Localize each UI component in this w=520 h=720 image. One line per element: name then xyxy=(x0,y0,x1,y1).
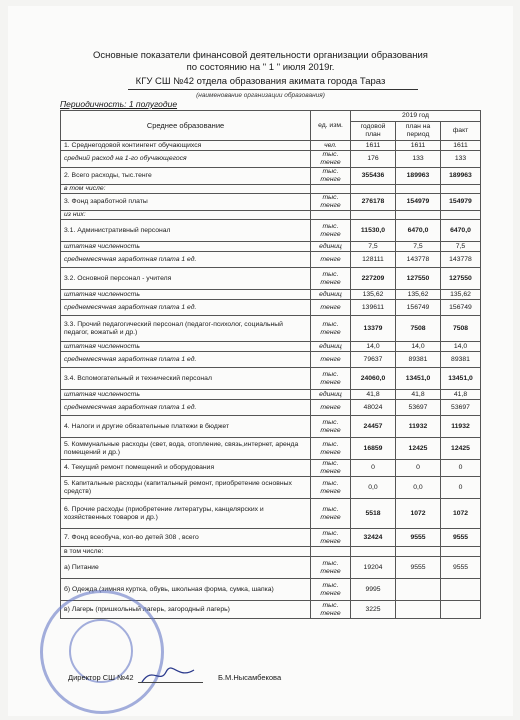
row-period-plan xyxy=(396,211,441,220)
row-period-plan: 0,0 xyxy=(396,477,441,499)
row-period-plan: 1611 xyxy=(396,141,441,151)
row-annual-plan: 135,62 xyxy=(351,290,396,300)
table-row xyxy=(61,529,481,547)
row-annual-plan: 355436 xyxy=(351,168,396,185)
row-label: в том числе: xyxy=(61,547,311,557)
row-fact xyxy=(441,601,481,619)
row-period-plan xyxy=(396,547,441,557)
row-label: 7. Фонд всеобуча, кол-во детей 308 , всего xyxy=(61,529,311,547)
table-row xyxy=(61,194,481,211)
row-label: 3.1. Административный персонал xyxy=(61,220,311,242)
row-annual-plan: 48024 xyxy=(351,400,396,416)
row-period-plan: 12425 xyxy=(396,438,441,460)
row-unit: тенге xyxy=(311,252,351,268)
row-period-plan: 7,5 xyxy=(396,242,441,252)
row-annual-plan: 0 xyxy=(351,460,396,477)
row-annual-plan: 13379 xyxy=(351,316,396,342)
row-annual-plan: 0,0 xyxy=(351,477,396,499)
header-category: Среднее образование xyxy=(61,111,311,141)
row-fact xyxy=(441,185,481,194)
row-period-plan: 133 xyxy=(396,151,441,168)
row-unit: тыс. тенге xyxy=(311,194,351,211)
row-fact xyxy=(441,579,481,601)
row-label: в том числе: xyxy=(61,185,311,194)
row-annual-plan: 14,0 xyxy=(351,342,396,352)
table-row xyxy=(61,300,481,316)
row-unit: тыс. тенге xyxy=(311,168,351,185)
document-page xyxy=(8,6,513,716)
table-row xyxy=(61,342,481,352)
row-period-plan: 41,8 xyxy=(396,390,441,400)
row-period-plan: 154979 xyxy=(396,194,441,211)
header-fact: факт xyxy=(441,122,481,141)
row-annual-plan: 19204 xyxy=(351,557,396,579)
row-label: 5. Коммунальные расходы (свет, вода, отопление, связь,интернет, аренда помещений и др.) xyxy=(61,438,311,460)
row-label: 3.2. Основной персонал - учителя xyxy=(61,268,311,290)
row-label: штатная численность xyxy=(61,342,311,352)
row-period-plan: 14,0 xyxy=(396,342,441,352)
row-period-plan: 1072 xyxy=(396,499,441,529)
row-fact: 135,62 xyxy=(441,290,481,300)
row-unit: тыс. тенге xyxy=(311,499,351,529)
row-fact: 7,5 xyxy=(441,242,481,252)
row-unit xyxy=(311,547,351,557)
row-annual-plan: 128111 xyxy=(351,252,396,268)
table-row xyxy=(61,390,481,400)
row-period-plan xyxy=(396,185,441,194)
row-annual-plan: 24457 xyxy=(351,416,396,438)
row-label: из них: xyxy=(61,211,311,220)
row-annual-plan: 176 xyxy=(351,151,396,168)
table-row xyxy=(61,211,481,220)
row-unit: единиц xyxy=(311,390,351,400)
row-annual-plan: 32424 xyxy=(351,529,396,547)
row-label: штатная численность xyxy=(61,242,311,252)
row-period-plan: 127550 xyxy=(396,268,441,290)
row-annual-plan: 139611 xyxy=(351,300,396,316)
table-row xyxy=(61,368,481,390)
row-fact: 89381 xyxy=(441,352,481,368)
row-period-plan: 11932 xyxy=(396,416,441,438)
row-unit: тыс. тенге xyxy=(311,460,351,477)
period-value: 1 полугодие xyxy=(126,99,178,109)
row-fact: 7508 xyxy=(441,316,481,342)
row-fact: 143778 xyxy=(441,252,481,268)
row-period-plan: 135,62 xyxy=(396,290,441,300)
row-label: в) Лагерь (пришкольный лагерь, загородный лагерь) xyxy=(61,601,311,619)
row-period-plan: 13451,0 xyxy=(396,368,441,390)
table-row xyxy=(61,141,481,151)
table-row xyxy=(61,499,481,529)
row-label: 3.4. Вспомогательный и технический персонал xyxy=(61,368,311,390)
row-annual-plan: 11530,0 xyxy=(351,220,396,242)
row-annual-plan: 16859 xyxy=(351,438,396,460)
table-row xyxy=(61,400,481,416)
row-fact: 9555 xyxy=(441,557,481,579)
row-annual-plan: 5518 xyxy=(351,499,396,529)
row-fact: 41,8 xyxy=(441,390,481,400)
row-period-plan: 189963 xyxy=(396,168,441,185)
table-row xyxy=(61,352,481,368)
row-period-plan xyxy=(396,601,441,619)
signature-scribble xyxy=(138,662,198,688)
row-period-plan: 53697 xyxy=(396,400,441,416)
row-label: 3. Фонд заработной платы xyxy=(61,194,311,211)
row-unit xyxy=(311,211,351,220)
row-label: б) Одежда (зимняя куртка, обувь, школьная форма, сумка, шапка) xyxy=(61,579,311,601)
table-row xyxy=(61,185,481,194)
row-label: штатная численность xyxy=(61,290,311,300)
row-label: 6. Прочие расходы (приобретение литературы, канцелярских и хозяйственных товаров и др.) xyxy=(61,499,311,529)
row-fact: 0 xyxy=(441,477,481,499)
signer-name: Б.М.Нысамбекова xyxy=(218,673,282,682)
header-year: 2019 год xyxy=(351,111,481,122)
row-fact: 14,0 xyxy=(441,342,481,352)
organization-caption: (наименование организации образования) xyxy=(196,92,325,99)
period-label: Периодичность: xyxy=(60,99,127,109)
row-unit: тыс. тенге xyxy=(311,438,351,460)
row-annual-plan: 3225 xyxy=(351,601,396,619)
row-label: 4. Текущий ремонт помещений и оборудования xyxy=(61,460,311,477)
row-fact: 6470,0 xyxy=(441,220,481,242)
row-unit: тыс. тенге xyxy=(311,601,351,619)
table-row xyxy=(61,438,481,460)
row-period-plan: 9555 xyxy=(396,557,441,579)
row-label: 4. Налоги и другие обязательные платежи в бюджет xyxy=(61,416,311,438)
row-fact: 53697 xyxy=(441,400,481,416)
period-line xyxy=(60,99,177,109)
row-label: а) Питание xyxy=(61,557,311,579)
row-period-plan: 0 xyxy=(396,460,441,477)
row-annual-plan xyxy=(351,185,396,194)
row-unit: единиц xyxy=(311,290,351,300)
row-label: среднемесячная заработная плата 1 ед. xyxy=(61,400,311,416)
table-row xyxy=(61,460,481,477)
row-unit: тыс. тенге xyxy=(311,579,351,601)
row-unit: тыс. тенге xyxy=(311,368,351,390)
row-label: среднемесячная заработная плата 1 ед. xyxy=(61,300,311,316)
table-row xyxy=(61,252,481,268)
header-annual-plan: годовой план xyxy=(351,122,396,141)
row-fact: 133 xyxy=(441,151,481,168)
row-unit: тыс. тенге xyxy=(311,151,351,168)
row-fact: 9555 xyxy=(441,529,481,547)
row-period-plan: 156749 xyxy=(396,300,441,316)
row-label: среднемесячная заработная плата 1 ед. xyxy=(61,252,311,268)
row-period-plan: 89381 xyxy=(396,352,441,368)
row-period-plan: 6470,0 xyxy=(396,220,441,242)
row-fact: 1072 xyxy=(441,499,481,529)
row-period-plan xyxy=(396,579,441,601)
financial-table xyxy=(60,110,481,619)
row-fact: 13451,0 xyxy=(441,368,481,390)
row-fact: 0 xyxy=(441,460,481,477)
row-annual-plan: 9995 xyxy=(351,579,396,601)
row-annual-plan: 7,5 xyxy=(351,242,396,252)
row-unit: тыс. тенге xyxy=(311,557,351,579)
row-annual-plan: 227209 xyxy=(351,268,396,290)
doc-date: по состоянию на " 1 " июля 2019г. xyxy=(186,62,335,73)
header-unit: ед. изм. xyxy=(311,111,351,141)
row-unit: тенге xyxy=(311,300,351,316)
table-row xyxy=(61,168,481,185)
table-row xyxy=(61,416,481,438)
row-label: средний расход на 1-го обучающегося xyxy=(61,151,311,168)
signer-title: Директор СШ №42 xyxy=(68,673,134,682)
row-unit: единиц xyxy=(311,242,351,252)
row-fact: 11932 xyxy=(441,416,481,438)
row-fact: 1611 xyxy=(441,141,481,151)
row-fact xyxy=(441,211,481,220)
row-label: 3.3. Прочий педагогический персонал (педагог-психолог, социальный педагог, вожатый и др.) xyxy=(61,316,311,342)
row-unit xyxy=(311,185,351,194)
organization-name: КГУ СШ №42 отдела образования акимата города Тараз xyxy=(135,76,386,87)
row-unit: чел. xyxy=(311,141,351,151)
row-label: 2. Всего расходы, тыс.тенге xyxy=(61,168,311,185)
row-unit: тыс. тенге xyxy=(311,529,351,547)
signature-line xyxy=(138,682,203,683)
row-annual-plan xyxy=(351,211,396,220)
row-period-plan: 7508 xyxy=(396,316,441,342)
row-label: среднемесячная заработная плата 1 ед. xyxy=(61,352,311,368)
row-fact: 156749 xyxy=(441,300,481,316)
table-body xyxy=(61,141,481,619)
table-row xyxy=(61,242,481,252)
table-row xyxy=(61,220,481,242)
row-unit: тыс. тенге xyxy=(311,220,351,242)
row-unit: тыс. тенге xyxy=(311,316,351,342)
row-fact xyxy=(441,547,481,557)
row-annual-plan: 41,8 xyxy=(351,390,396,400)
row-fact: 127550 xyxy=(441,268,481,290)
table-row xyxy=(61,290,481,300)
table-row xyxy=(61,268,481,290)
row-period-plan: 143778 xyxy=(396,252,441,268)
row-annual-plan: 276178 xyxy=(351,194,396,211)
table-row xyxy=(61,547,481,557)
header-period-plan: план на период xyxy=(396,122,441,141)
row-fact: 12425 xyxy=(441,438,481,460)
row-annual-plan xyxy=(351,547,396,557)
row-label: 1. Среднегодовой контингент обучающихся xyxy=(61,141,311,151)
row-unit: единиц xyxy=(311,342,351,352)
row-period-plan: 9555 xyxy=(396,529,441,547)
row-unit: тенге xyxy=(311,400,351,416)
row-annual-plan: 24060,0 xyxy=(351,368,396,390)
row-fact: 154979 xyxy=(441,194,481,211)
row-annual-plan: 79637 xyxy=(351,352,396,368)
row-unit: тыс. тенге xyxy=(311,416,351,438)
official-seal xyxy=(40,590,164,714)
table-row xyxy=(61,557,481,579)
row-fact: 189963 xyxy=(441,168,481,185)
table-row xyxy=(61,316,481,342)
row-label: штатная численность xyxy=(61,390,311,400)
doc-title: Основные показатели финансовой деятельности организации образования xyxy=(93,50,428,61)
row-annual-plan: 1611 xyxy=(351,141,396,151)
row-unit: тыс. тенге xyxy=(311,477,351,499)
row-label: 5. Капитальные расходы (капитальный ремонт, приобретение основных средств) xyxy=(61,477,311,499)
row-unit: тыс. тенге xyxy=(311,268,351,290)
table-row xyxy=(61,151,481,168)
row-unit: тенге xyxy=(311,352,351,368)
table-row xyxy=(61,477,481,499)
